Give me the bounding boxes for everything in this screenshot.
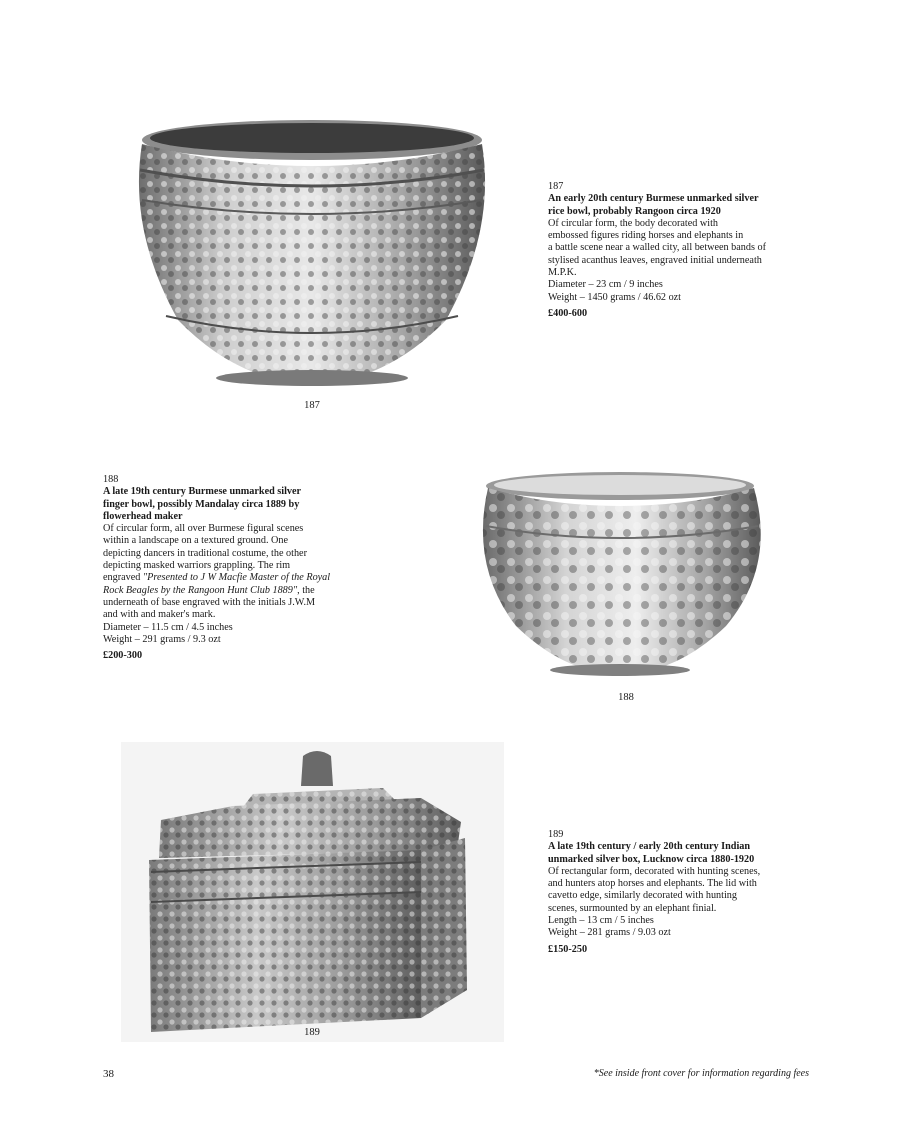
description-line: and with and maker's mark.	[103, 609, 216, 621]
engraving-suffix: , the	[297, 584, 315, 596]
lot-title-line: rice bowl, probably Rangoon circa 1920	[548, 205, 721, 217]
lot-title-line: A late 19th century Burmese unmarked silver	[103, 486, 302, 498]
dimensions: Diameter – 11.5 cm / 4.5 inches	[103, 621, 233, 633]
lot-187-caption: 187	[304, 400, 320, 411]
lot-title-line: flowerhead maker	[103, 510, 183, 522]
page-number: 38	[103, 1068, 114, 1080]
lot-188-caption: 188	[618, 692, 634, 703]
description-line: scenes, surmounted by an elephant finial.	[548, 902, 717, 914]
lot-number: 188	[103, 474, 119, 485]
lot-189-description	[548, 829, 823, 956]
description-line: stylised acanthus leaves, engraved initial underneath	[548, 254, 762, 266]
description-line: Of rectangular form, decorated with hunting scenes,	[548, 865, 761, 877]
lot-187-description	[548, 181, 818, 320]
description-line: depicting masked warriors grappling. The rim	[103, 560, 291, 572]
lot-189-photo	[121, 742, 504, 1042]
engraving-line	[103, 585, 388, 597]
fees-footnote: *See inside front cover for information regarding fees	[593, 1068, 809, 1079]
lot-188-photo	[470, 466, 778, 684]
description-line: depicting dancers in traditional costume, the other	[103, 547, 307, 559]
description-line: Of circular form, the body decorated with	[548, 217, 719, 229]
description-line: embossed figures riding horses and elephants in	[548, 230, 744, 242]
lot-188-description	[103, 474, 388, 662]
dimensions: Length – 13 cm / 5 inches	[548, 915, 654, 927]
estimate: £200-300	[103, 650, 143, 662]
engraving-quote: "Presented to J W Macfie Master of the Royal	[142, 572, 331, 584]
engraving-quote: Rock Beagles by the Rangoon Hunt Club 1889"	[103, 584, 298, 596]
description-line: M.P.K.	[548, 267, 577, 279]
lot-number: 189	[548, 829, 564, 840]
lot-number: 187	[548, 181, 564, 192]
description-line: Of circular form, all over Burmese figural scenes	[103, 523, 304, 535]
lot-187-photo	[118, 110, 506, 390]
description-line: underneath of base engraved with the initials J.W.M	[103, 596, 316, 608]
description-line: within a landscape on a textured ground. One	[103, 535, 289, 547]
estimate: £400-600	[548, 307, 588, 319]
description-line: cavetto edge, similarly decorated with hunting	[548, 890, 737, 902]
lot-title-line: An early 20th century Burmese unmarked silver	[548, 193, 759, 205]
weight: Weight – 281 grams / 9.03 ozt	[548, 927, 671, 939]
engraving-line	[103, 572, 388, 584]
lot-title-line: finger bowl, possibly Mandalay circa 1889 by	[103, 498, 300, 510]
description-line: and hunters atop horses and elephants. The lid with	[548, 878, 757, 890]
lot-title-line: unmarked silver box, Lucknow circa 1880-1920	[548, 853, 755, 865]
weight: Weight – 1450 grams / 46.62 ozt	[548, 291, 682, 303]
description-line: a battle scene near a walled city, all between bands of	[548, 242, 766, 254]
estimate: £150-250	[548, 943, 588, 955]
engraving-prefix: engraved	[103, 572, 143, 584]
dimensions: Diameter – 23 cm / 9 inches	[548, 279, 663, 291]
weight: Weight – 291 grams / 9.3 ozt	[103, 633, 221, 645]
lot-189-caption: 189	[304, 1027, 320, 1038]
lot-title-line: A late 19th century / early 20th century Indian	[548, 841, 751, 853]
